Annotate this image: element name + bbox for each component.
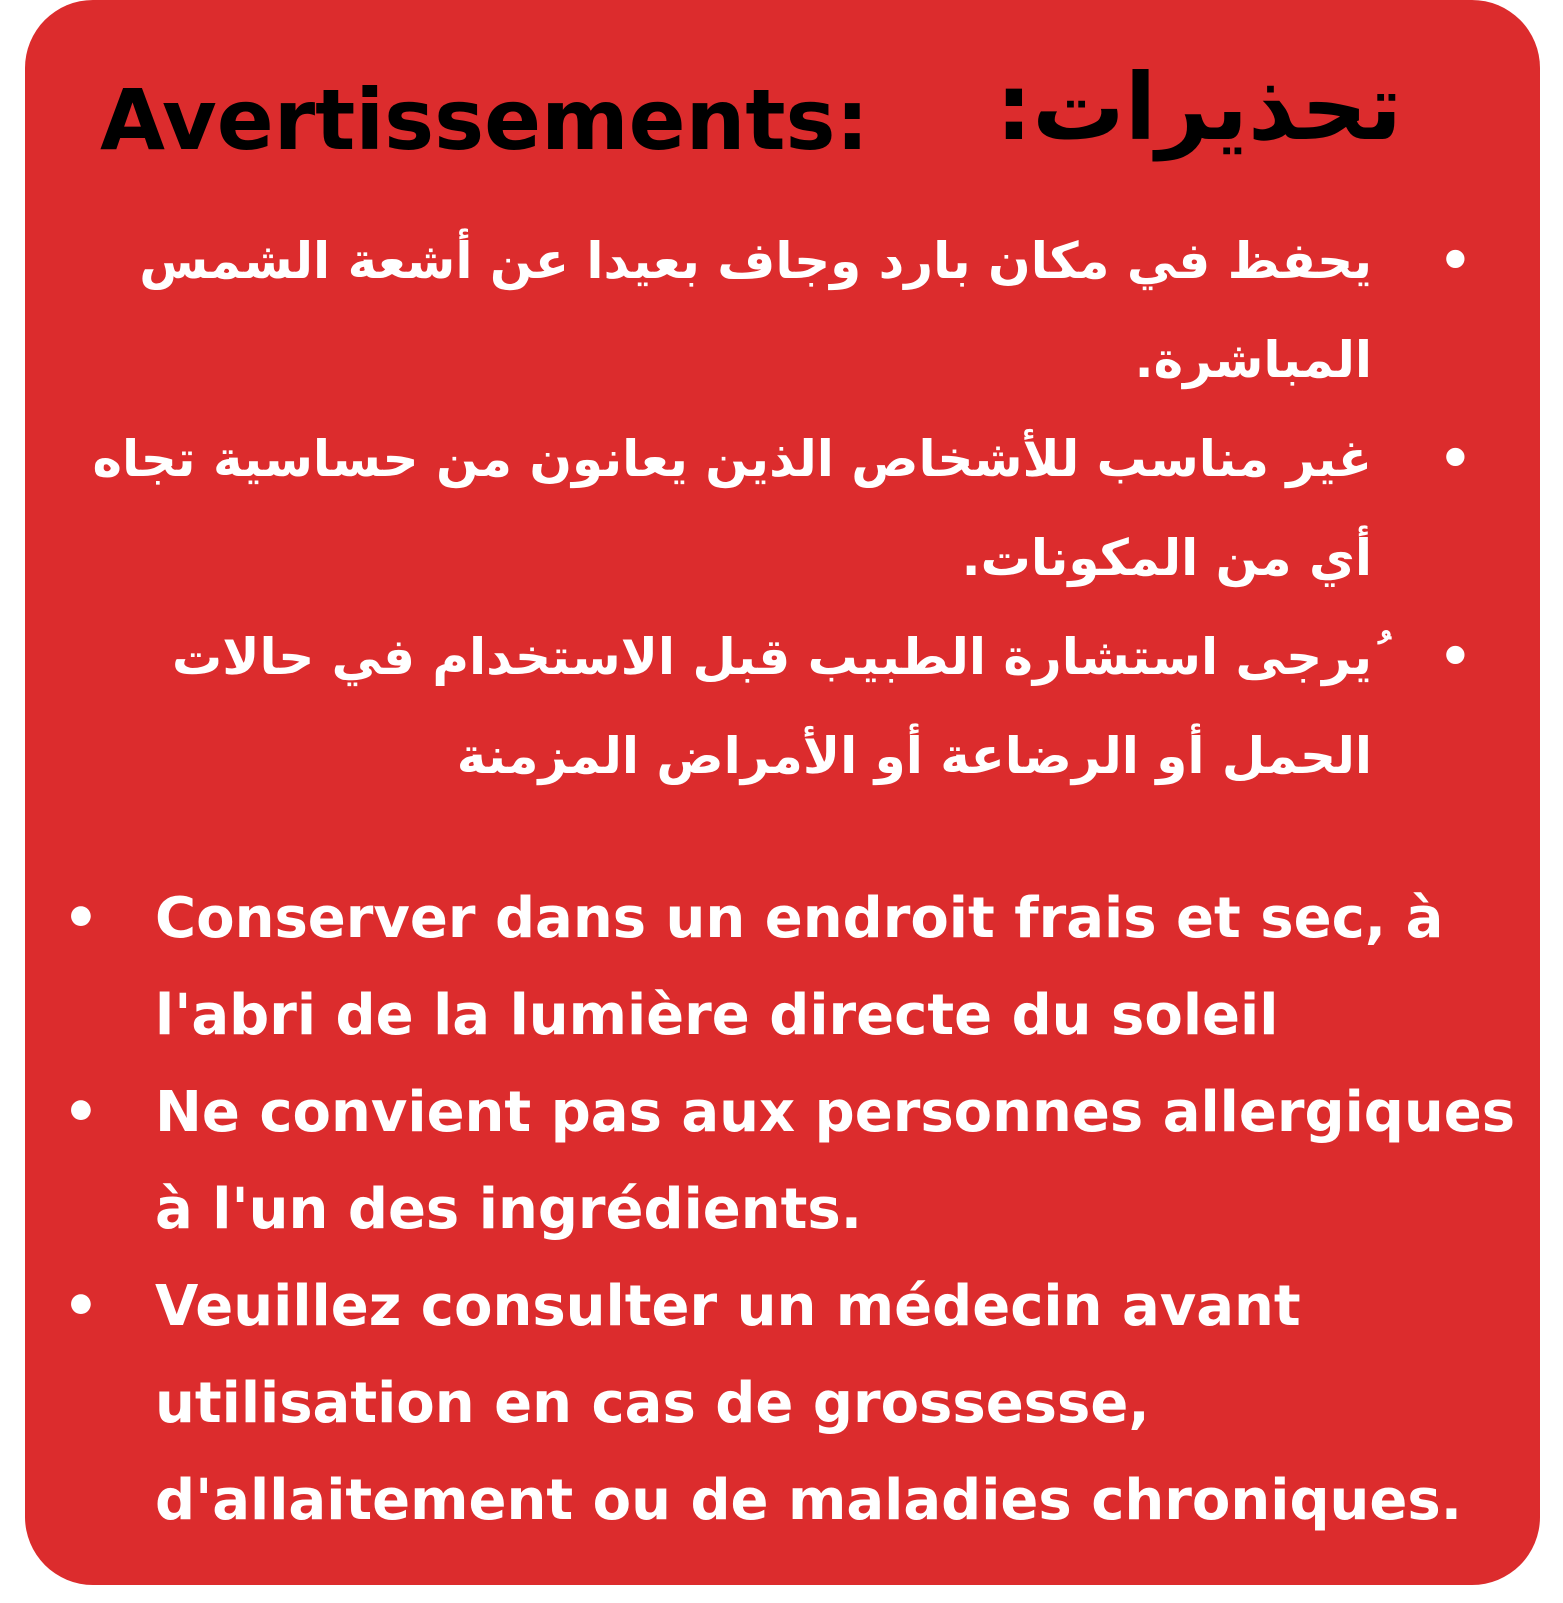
- warning-text-ar-3: ُيرجى استشارة الطبيب قبل الاستخدام في حالات الحمل أو الرضاعة أو الأمراض المزمنة: [171, 628, 1372, 785]
- list-item: [52, 212, 1472, 410]
- warning-text-ar-1: يحفظ في مكان بارد وجاف بعيدا عن أشعة الشمس المباشرة.: [139, 232, 1372, 389]
- bullet-icon: •: [63, 886, 99, 951]
- list-item: [52, 410, 1472, 608]
- bullet-icon: •: [1438, 231, 1472, 291]
- bullet-icon: •: [1438, 429, 1472, 489]
- list-item: [63, 1064, 1533, 1258]
- list-item: [52, 608, 1472, 806]
- list-item: [63, 870, 1533, 1064]
- warnings-card: [25, 0, 1540, 1585]
- warnings-list-french: [63, 870, 1533, 1549]
- warning-text-fr-1: Conserver dans un endroit frais et sec, à l'abri de la lumière directe du soleil: [155, 886, 1444, 1048]
- warning-text-ar-2: غير مناسب للأشخاص الذين يعانون من حساسية تجاه أي من المكونات.: [92, 430, 1372, 587]
- bullet-icon: •: [63, 1274, 99, 1339]
- list-item: [63, 1258, 1533, 1549]
- warnings-list-arabic: [52, 212, 1472, 806]
- title-french: Avertissements:: [100, 71, 870, 169]
- warning-text-fr-2: Ne convient pas aux personnes allergiques à l'un des ingrédients.: [155, 1080, 1516, 1242]
- bullet-icon: •: [1438, 627, 1472, 687]
- warning-text-fr-3: Veuillez consulter un médecin avant utilisation en cas de grossesse, d'allaitement ou de maladies chroniques.: [155, 1274, 1462, 1533]
- bullet-icon: •: [63, 1080, 99, 1145]
- title-arabic: تحذيرات:: [995, 54, 1402, 161]
